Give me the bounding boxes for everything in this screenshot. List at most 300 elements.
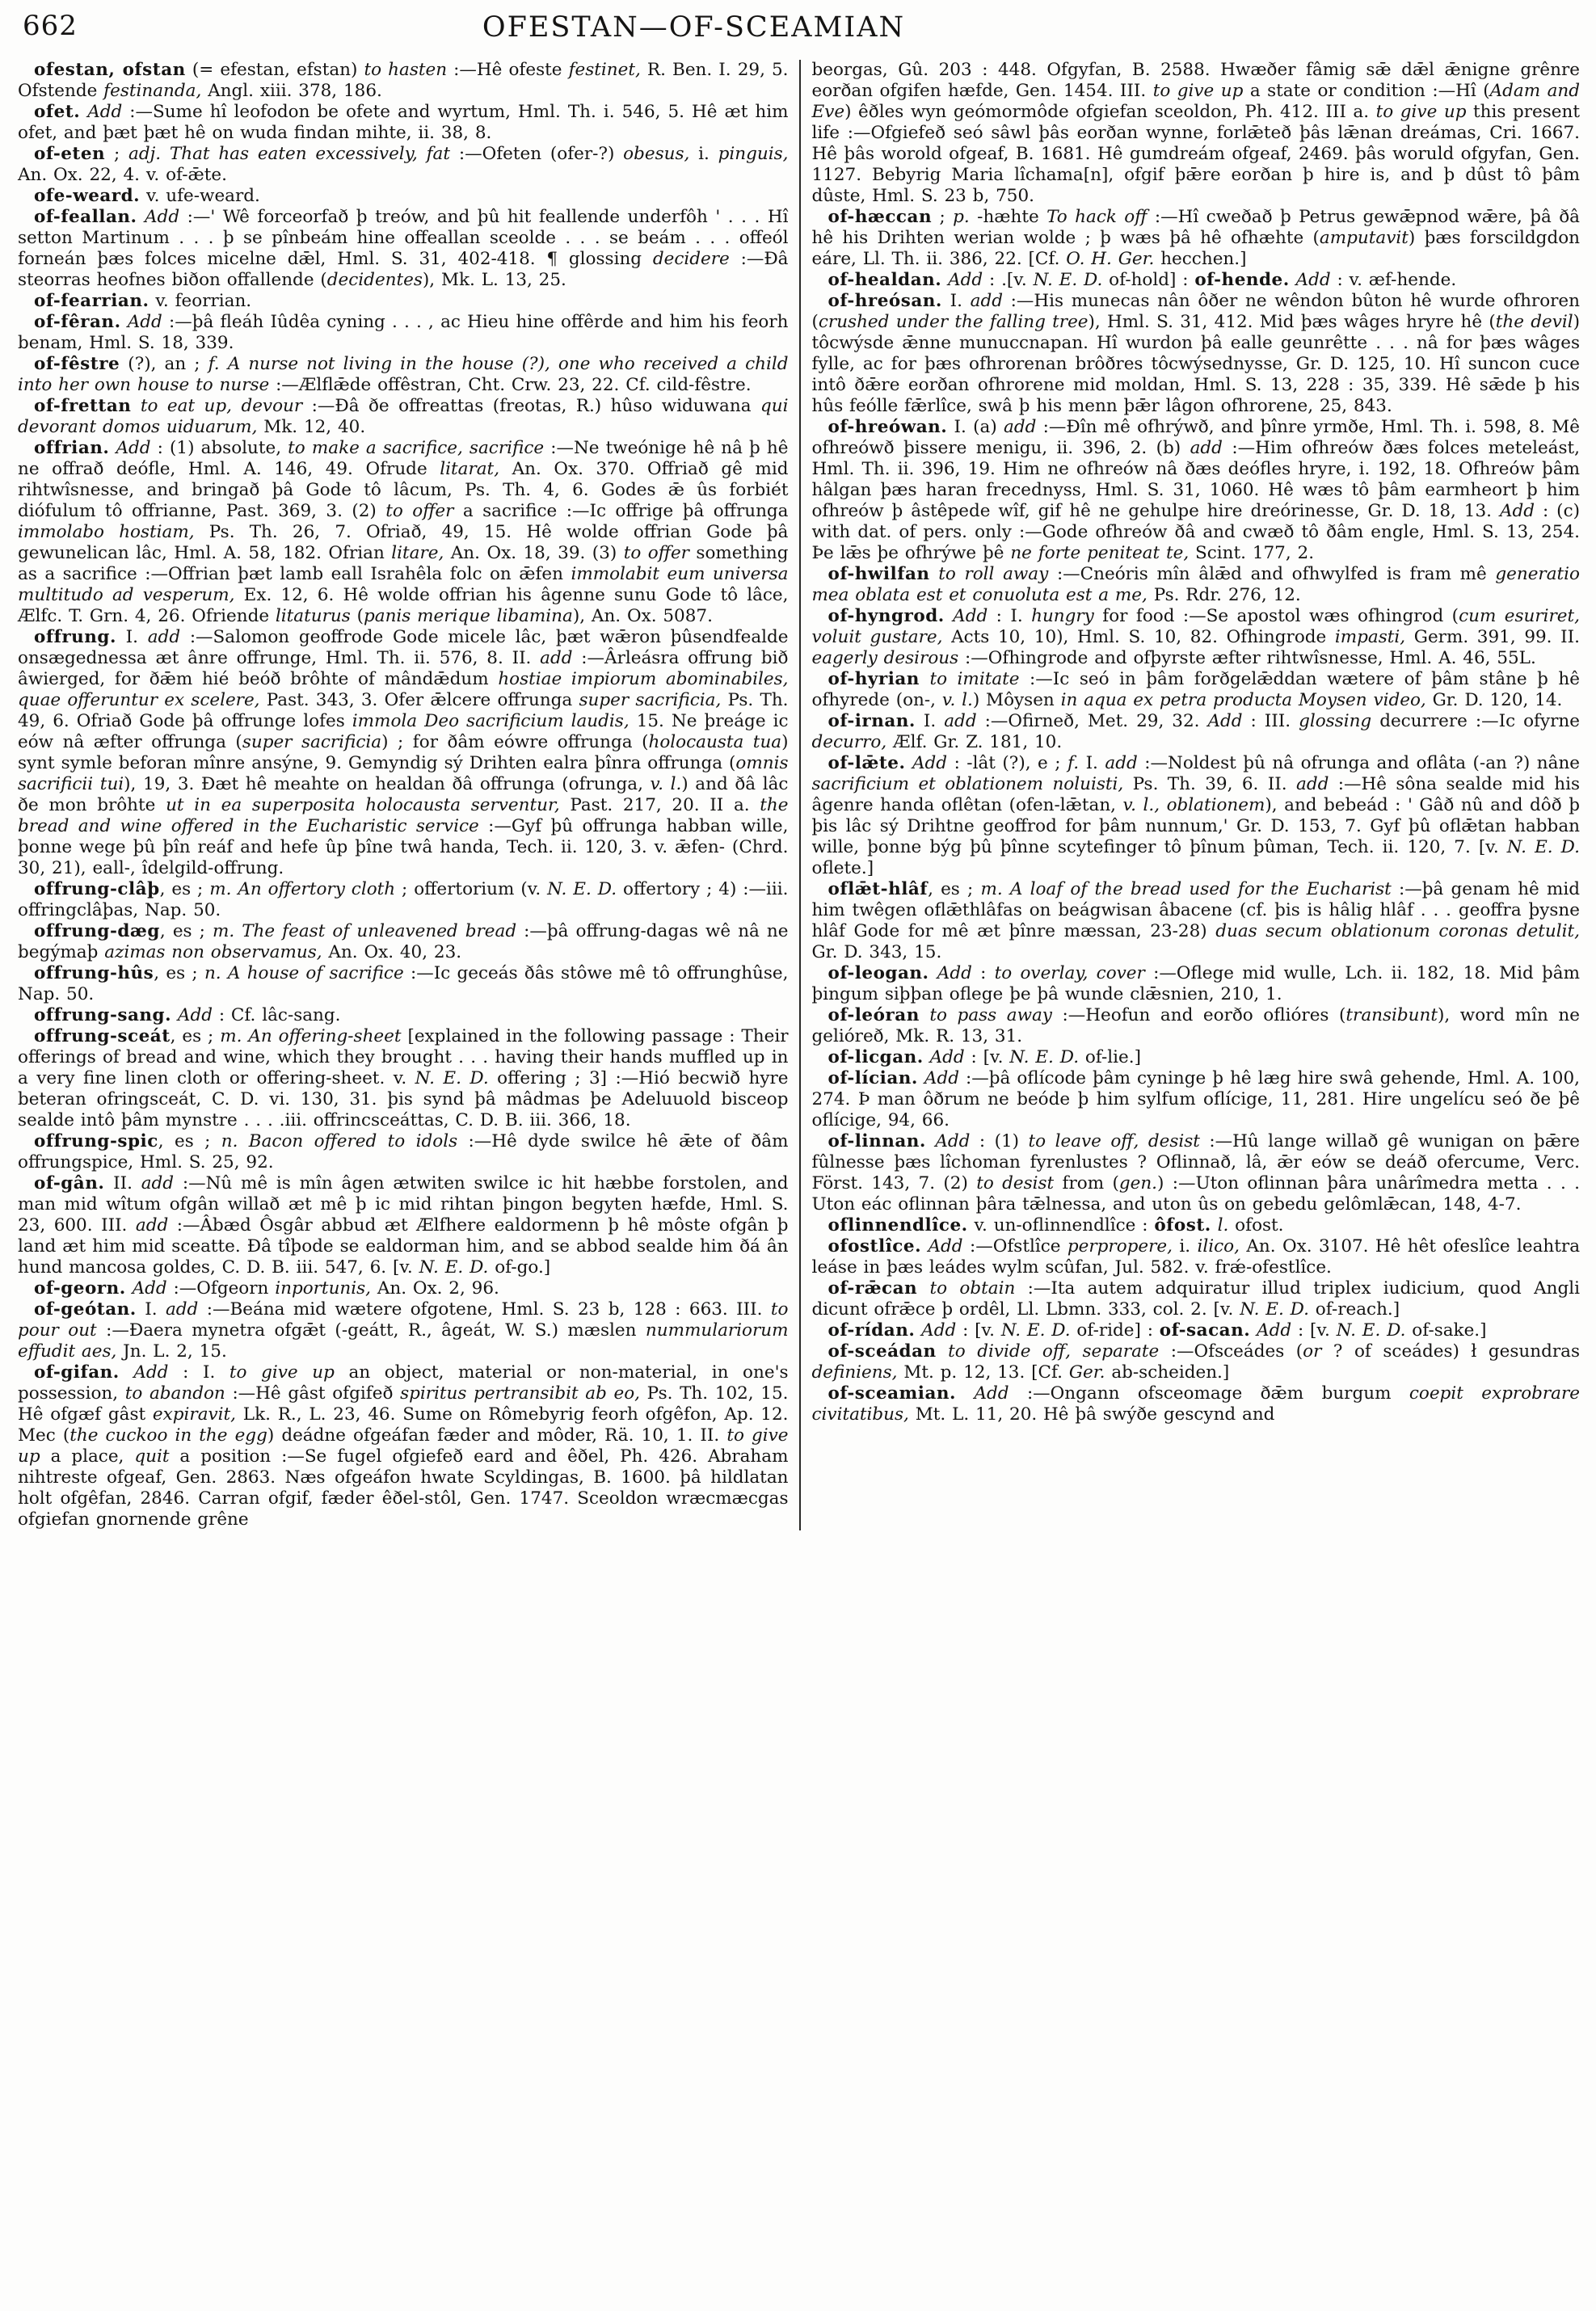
entry-text: -hæhte <box>969 207 1047 227</box>
entry-text: Past. 217, 20. II a. <box>559 795 760 815</box>
entry-text: :—Ita autem adquiratur illud triplex iudicium, quod Angli dicunt ofrǣce þ ordêl, Ll. Lbmn. 333, col. 2. [v. <box>811 1278 1580 1320</box>
entry-italic-text: decurro, <box>811 732 887 752</box>
page-number: 662 <box>23 10 78 42</box>
entry-text <box>926 1131 935 1151</box>
dictionary-entry <box>18 1278 789 1299</box>
entry-text: :—þâ genam hê mid him twêgen oflǣthlâfas on beágwisan âbacene (cf. þis is hâlig hlâf . . . geoffra þysne hlâf Gode for mê æt þînre mæssan, 23-28) <box>811 879 1580 941</box>
entry-text: Ælf. Gr. Z. 181, 10. <box>886 732 1063 752</box>
entry-italic-text: obesus, <box>623 144 690 164</box>
entry-text: ) synt symle beforan mînre ansýne, 9. Gemyndig sý Drihten ealra þînra offrunga ( <box>18 732 789 773</box>
entry-italic-text: m. An offertory cloth <box>209 879 396 899</box>
entry-text: ), word mîn ne gelióreð, Mk. R. 13, 31. <box>811 1005 1580 1046</box>
entry-italic-text: inportunis, <box>275 1278 372 1299</box>
entry-italic-text: add <box>135 1215 169 1235</box>
entry-headword: of-healdan. <box>827 270 942 290</box>
dictionary-entry <box>812 1047 1581 1068</box>
entry-italic-text: immolabo hostiam, <box>18 522 195 542</box>
entry-text: , es ; <box>154 963 204 983</box>
entry-text: , es ; <box>159 879 210 899</box>
entry-headword: of-hyngrod. <box>827 606 945 626</box>
running-title: OFESTAN—OF-SCEAMIAN <box>482 11 906 44</box>
entry-headword: of-hende. <box>1194 270 1290 290</box>
dictionary-entry <box>18 1299 789 1362</box>
entry-headword: of-georn. <box>34 1278 126 1299</box>
entry-italic-text: expiravit, <box>152 1404 237 1425</box>
entry-italic-text: Add <box>133 1362 169 1383</box>
entry-text: , es ; <box>170 1026 221 1046</box>
entry-italic-text: n. A house of sacrifice <box>204 963 404 983</box>
entry-text: ), An. Ox. 5087. <box>572 606 713 626</box>
entry-italic-text: N. E. D. <box>547 879 617 899</box>
dictionary-entry <box>18 963 789 1005</box>
entry-italic-text: add <box>1105 753 1138 773</box>
entry-italic-text: omnis sacrificii tui <box>18 753 789 794</box>
entry-headword: of-irnan. <box>827 711 916 731</box>
entry-headword: of-leóran <box>827 1005 920 1025</box>
entry-text: , es ; <box>928 879 981 899</box>
entry-text: , es ; <box>159 921 213 941</box>
entry-text: Mt. p. 12, 13. [Cf. <box>897 1362 1069 1383</box>
entry-text: from ( <box>1054 1173 1119 1193</box>
entry-text: ab-scheiden.] <box>1105 1362 1230 1383</box>
text-columns <box>18 60 1580 1530</box>
entry-italic-text: to pass away <box>929 1005 1052 1025</box>
entry-headword: of-sacan. <box>1159 1320 1251 1341</box>
entry-headword: of-hæccan <box>827 207 933 227</box>
dictionary-entry <box>18 1362 789 1530</box>
entry-text: Past. 343, 3. Ofer ǣlcere offrunga <box>259 690 579 710</box>
entry-headword: of-gifan. <box>34 1362 120 1383</box>
entry-italic-text: N. E. D. <box>1009 1047 1080 1067</box>
entry-italic-text: glossing <box>1299 711 1372 731</box>
entry-headword: of-feallan. <box>34 207 137 227</box>
entry-italic-text: Add <box>127 312 162 332</box>
entry-text: I. <box>116 627 148 647</box>
entry-italic-text: to pour out <box>18 1299 789 1341</box>
entry-italic-text: Add <box>953 606 988 626</box>
entry-text <box>171 1005 178 1025</box>
entry-italic-text: O. H. Ger. <box>1066 249 1155 269</box>
entry-text <box>917 1278 929 1299</box>
entry-text: :—Gyf þû offrunga habban wille, þonne wege þû þîn reáf and hefe ûp þîne twâ handa, Tech. ii. 120, 3. v. ǣfen- (Chrd. 30, 21), eall-, îdelgild-offrung. <box>18 816 789 878</box>
entry-text: hecchen.] <box>1154 249 1247 269</box>
entry-headword: offrung. <box>34 627 116 647</box>
entry-text: of-reach.] <box>1308 1299 1400 1320</box>
entry-text: An. Ox. 40, 23. <box>322 942 462 962</box>
entry-italic-text: super sacrificia, <box>579 690 722 710</box>
entry-italic-text: ne forte peniteat te, <box>1010 543 1190 563</box>
entry-italic-text: cum esuriret, voluit gustare, <box>811 606 1580 647</box>
entry-text: : (1) <box>970 1131 1029 1151</box>
entry-text: : [v. <box>964 1047 1010 1067</box>
entry-text: : -lât (?), e ; <box>947 753 1068 773</box>
dictionary-entry <box>812 669 1581 711</box>
entry-text: :—Hê gâst ofgifeð <box>225 1383 401 1404</box>
entry-italic-text: festinanda, <box>103 81 202 101</box>
entry-text: :—Ârleásra offrung bið âwierged, for ðǣm hié beóð brôhte of mândǣdum <box>18 648 789 689</box>
entry-text: :—Ongann ofsceomage ðǣm burgum <box>1009 1383 1409 1404</box>
entry-text <box>121 312 128 332</box>
entry-italic-text: N. E. D. <box>1240 1299 1309 1320</box>
entry-headword: offrung-hûs <box>34 963 154 983</box>
dictionary-entry <box>18 1173 789 1278</box>
entry-headword: of-geótan. <box>34 1299 137 1320</box>
entry-text: :—þâ fleáh Iûdêa cyning . . . , ac Hieu hine offêrde and him his feorh benam, Hml. S. 18, 339. <box>18 312 789 353</box>
dictionary-entry <box>812 564 1581 606</box>
entry-text: : v. æf-hende. <box>1330 270 1457 290</box>
entry-italic-text: add <box>141 1173 175 1193</box>
entry-headword: of-hreówan. <box>827 417 948 437</box>
entry-italic-text: or <box>1303 1341 1322 1362</box>
entry-text: v. feorrian. <box>149 291 252 311</box>
entry-headword: of-leogan. <box>827 963 929 983</box>
entry-italic-text: the bread and wine offered in the Eucharistic service <box>18 795 789 836</box>
entry-text <box>929 963 937 983</box>
entry-text: oflete.] <box>811 858 874 878</box>
entry-text: Scint. 177, 2. <box>1189 543 1315 563</box>
entry-text: :—Âbæd Ôsgâr abbud æt Ælfhere ealdormenn þ hê môste ofgân þ land æt him mid sceatte. Ðâ tîþode se ealdorman him, and se abbod sealde him ðá ân hund mancosa goldes, C. D. B. iii. 547, 6. [v. <box>18 1215 789 1278</box>
entry-text: Acts 10, 10), Hml. S. 10, 82. Ofhingrode <box>942 627 1335 647</box>
entry-text: :—Oflege mid wulle, Lch. ii. 182, 18. Mid þâm þingum siþþan oflege þe þâ wunde clǣsnien, 210, 1. <box>811 963 1580 1004</box>
entry-italic-text: gen. <box>1118 1173 1158 1193</box>
entry-text: v. un-oflinnendlîce : <box>967 1215 1155 1235</box>
dictionary-entry <box>18 60 789 102</box>
entry-text: (?), an ; <box>120 354 208 374</box>
entry-text: i. <box>1172 1236 1198 1257</box>
entry-text: 15. Ne þreáge ic eów nâ æfter offrunga ( <box>18 711 789 752</box>
entry-text: :—Ic geceás ðâs stôwe mê tô offrunghûse, Nap. 50. <box>18 963 789 1004</box>
entry-italic-text: m. A loaf of the bread used for the Eucharist <box>980 879 1392 899</box>
entry-text: ), Hml. S. 31, 412. Mid þæs wâges hryre hê ( <box>1088 312 1496 332</box>
entry-italic-text: to offer <box>385 501 454 521</box>
entry-text: : (c) with dat. of pers. only :—Gode ofhreów ðâ and cwæð tô ðâm engle, Hml. S. 13, 254. Þe lǣs þe ofhrýwe þê <box>811 501 1580 563</box>
dictionary-entry <box>812 1068 1581 1131</box>
entry-text: Ps. Rdr. 276, 12. <box>1147 585 1301 605</box>
entry-text: ), and bebeád : ' Gâð nû and dôð þ þis lâc sý Drihtne geoffrod for þâm nunnum,' Gr. D. 153, 7. Gyf þû oflǣtan habban wille, þonne býg þû þînne scytefinger tô þînum þûman, Tech. ii. 120, 7. [v. <box>811 795 1580 857</box>
entry-text <box>937 1341 949 1362</box>
entry-text: : .[v. <box>983 270 1034 290</box>
entry-italic-text: v. l. <box>650 774 682 794</box>
dictionary-entry <box>812 963 1581 1005</box>
dictionary-entry <box>18 396 789 438</box>
column-left <box>18 60 799 1530</box>
entry-text: ? of sceádes) ł gesundras <box>1321 1341 1580 1362</box>
entry-text: :—Beána mid wætere ofgotene, Hml. S. 23 b, 128 : 663. III. <box>198 1299 771 1320</box>
dictionary-entry <box>812 1236 1581 1278</box>
entry-text: :—Ðâ ðe offreattas (freotas, R.) hûso widuwana <box>302 396 760 416</box>
entry-text: :—Ðâ steorras heofnes biðon offallende ( <box>18 249 789 290</box>
dictionary-entry <box>18 879 789 921</box>
entry-headword: of-hyrian <box>827 669 920 689</box>
entry-italic-text: duas secum oblationum coronas detulit, <box>1215 921 1580 941</box>
entry-italic-text: to obtain <box>929 1278 1016 1299</box>
entry-italic-text: n. Bacon offered to idols <box>221 1131 458 1151</box>
entry-headword: oflǣt-hlâf <box>827 879 929 899</box>
entry-text: Germ. 391, 99. II. <box>1405 627 1580 647</box>
entry-italic-text: Add <box>912 753 948 773</box>
entry-text <box>941 270 948 290</box>
entry-headword: ofe-weard. <box>34 186 141 206</box>
entry-italic-text: Add <box>1499 501 1535 521</box>
entry-italic-text: Add <box>177 1005 213 1025</box>
entry-text: :—Hê dyde swilce hê ǣte of ðâm offrungspice, Hml. S. 25, 92. <box>18 1131 789 1172</box>
entry-italic-text: to overlay, cover <box>994 963 1145 983</box>
entry-headword: of-linnan. <box>827 1131 926 1151</box>
entry-text <box>915 1320 921 1341</box>
entry-italic-text: the devil <box>1495 312 1573 332</box>
entry-headword: ofet. <box>34 102 81 122</box>
entry-italic-text: nummulariorum effudit aes, <box>18 1320 789 1362</box>
entry-headword: offrung-dæg <box>34 921 160 941</box>
entry-text: ; offertorium (v. <box>395 879 548 899</box>
entry-italic-text: add <box>970 291 1003 311</box>
entry-text: :—Noldest þû nâ ofrunga and oflâta (-an ?) nâne <box>1137 753 1581 773</box>
entry-text: I. <box>941 291 971 311</box>
entry-italic-text: Add <box>1257 1320 1292 1341</box>
entry-italic-text: add <box>147 627 181 647</box>
entry-text <box>918 1068 924 1088</box>
entry-italic-text: crushed under the falling tree <box>818 312 1089 332</box>
entry-headword: offrung-clâþ <box>34 879 160 899</box>
entry-text: :—Hê sôna sealde mid his âgenre handa oflêtan (ofen-lǣtan, <box>811 774 1580 815</box>
entry-italic-text: Add <box>929 1047 965 1067</box>
entry-text: : <box>971 963 995 983</box>
entry-headword: of-gân. <box>34 1173 105 1193</box>
entry-italic-text: to give up <box>1375 102 1467 122</box>
entry-text: :—Ic seó in þâm forðgelǣddan wætere of þâm stâne þ hê ofhyrede (on-, <box>811 669 1580 710</box>
entry-text: ; <box>105 144 129 164</box>
dictionary-entry <box>812 1131 1581 1215</box>
entry-italic-text: litarat, <box>440 459 500 479</box>
entry-headword: ôfost. <box>1154 1215 1211 1235</box>
entry-text: An. Ox. 3107. Hê hêt ofeslîce leahtra leáse in þæs leádes wylm scûfan, Jul. 582. v. frǽ-ofestlîce. <box>811 1236 1581 1278</box>
entry-text: :—Salomon geoffrode Gode micele lâc, þæt wǣron þûsendfealde onsægednessa æt ânre offrunge, Hml. Th. ii. 576, 8. II. <box>18 627 789 668</box>
entry-italic-text: Add <box>87 102 123 122</box>
entry-text: Jn. L. 2, 15. <box>116 1341 227 1362</box>
entry-italic-text: sacrificium et oblationem noluisti, <box>811 774 1124 794</box>
entry-headword: of-sceamian. <box>827 1383 957 1404</box>
entry-italic-text: add <box>1190 438 1223 458</box>
entry-italic-text: hungry <box>1031 606 1094 626</box>
dictionary-entry <box>18 291 789 312</box>
entry-italic-text: eagerly desirous <box>811 648 959 668</box>
entry-italic-text: Add <box>937 963 972 983</box>
dictionary-entry <box>812 417 1581 564</box>
dictionary-entry <box>812 879 1581 963</box>
entry-italic-text: litare, <box>391 543 444 563</box>
entry-text: v. ufe-weard. <box>140 186 260 206</box>
dictionary-entry <box>18 354 789 396</box>
entry-text: :—Hî cweðað þ Petrus gewǣpnod wǣre, þâ ðâ hê his Drihten werian wolde ; þ wæs þâ hê ofhæhte ( <box>811 207 1580 248</box>
entry-text: Ps. Th. 39, 6. II. <box>1123 774 1296 794</box>
entry-italic-text: To hack off <box>1046 207 1148 227</box>
entry-italic-text: amputavit <box>1319 228 1409 248</box>
entry-italic-text: Ger. <box>1068 1362 1105 1383</box>
entry-italic-text: spiritus pertransibit ab eo, <box>400 1383 641 1404</box>
entry-italic-text: to eat up, devour <box>140 396 303 416</box>
entry-headword: of-lǣte. <box>827 753 906 773</box>
entry-text: I. <box>136 1299 166 1320</box>
entry-text: ) deádne ofgeáfan fæder and môder, Rä. 10, 1. II. <box>267 1425 727 1446</box>
entry-text: Gr. D. 120, 14. <box>1425 690 1563 710</box>
entry-italic-text: impasti, <box>1334 627 1406 647</box>
dictionary-entry <box>18 1131 789 1173</box>
entry-italic-text: to desist <box>976 1173 1055 1193</box>
entry-text <box>137 207 145 227</box>
entry-text: ) ; for ðâm eówre offrunga ( <box>381 732 649 752</box>
entry-italic-text: hostiae impiorum abominabiles, quae offeruntur ex scelere, <box>18 669 789 710</box>
entry-italic-text: transibunt <box>1345 1005 1438 1025</box>
entry-text: :—Ðaera mynetra ofgǣt (-geátt, R., âgeát, W. S.) mæslen <box>96 1320 646 1341</box>
entry-text: :—Him ofhreów ðæs folces meteleást, Hml. Th. ii. 396, 19. Him ne ofhreów nâ ðæs deófles hryre, i. 192, 18. Ofhreów þâm hâlgan þæs haran frecednyss, Hml. S. 31, 1060. Hê wæs tô þâm earmheort þ him ofhreów þ âstêpede wîf, gif hê ne gehulpe hire dreórinesse, Gr. D. 18, 13. <box>811 438 1580 521</box>
entry-italic-text: litaturus <box>275 606 351 626</box>
entry-text: :—Ofhingrode and ofþyrste æfter rihtwîsnesse, Hml. A. 46, 55L. <box>958 648 1536 668</box>
entry-italic-text: ut in ea superposita holocausta serventur, <box>166 795 560 815</box>
entry-text: a sacrifice :—Ic offrige þâ offrunga <box>453 501 789 521</box>
entry-text <box>956 1383 974 1404</box>
entry-italic-text: add <box>1296 774 1329 794</box>
entry-text: ) þæs forscildgdon eáre, Ll. Th. ii. 386, 22. [Cf. <box>811 228 1580 269</box>
column-right <box>799 60 1581 1530</box>
entry-text <box>131 396 140 416</box>
entry-text: An. Ox. 22, 4. v. of-ǣte. <box>18 165 227 185</box>
entry-text: R. Ben. I. 29, 5. Ofstende <box>18 60 789 101</box>
entry-text: Mt. L. 11, 20. Hê þâ swýðe gescynd and <box>908 1404 1275 1425</box>
entry-headword: ofostlîce. <box>827 1236 922 1257</box>
entry-text <box>920 1005 930 1025</box>
entry-text: Ps. Th. 26, 7. Ofriað, 49, 15. Hê wolde offrian Gode þâ gewunelican lâc, Hml. A. 58, 182. Ofrian <box>18 522 789 563</box>
entry-italic-text: l. <box>1217 1215 1229 1235</box>
entry-headword: of-fêran. <box>34 312 121 332</box>
entry-text <box>920 669 930 689</box>
entry-text: : I. <box>168 1362 230 1383</box>
entry-text: Ex. 12, 6. Hê wolde offrian his âgenne sunu Gode tô lâce, Ælfc. T. Grn. 4, 26. Ofriende <box>18 585 789 626</box>
entry-italic-text: Add <box>974 1383 1009 1404</box>
entry-text <box>930 564 939 584</box>
entry-italic-text: to give up <box>1152 81 1244 101</box>
entry-italic-text: to abandon <box>124 1383 225 1404</box>
entry-italic-text: panis merique libamina <box>363 606 573 626</box>
entry-text: a position :—Se fugel ofgiefeð eard and êðel, Ph. 426. Abraham nihtreste ofgeaf, Gen. 2863. Næs ofgeáfon hwate Scyldingas, B. 1600. þâ hildlatan holt ofgêfan, 2846. Carran ofgif, fæder êðel-stôl, Gen. 1747. Sceoldon wræcmæcgas ofgiefan gnornende grêne <box>18 1446 789 1530</box>
entry-text: :—Heofun and eorðo oflióres ( <box>1051 1005 1346 1025</box>
entry-text <box>945 606 953 626</box>
entry-italic-text: N. E. D. <box>1000 1320 1071 1341</box>
entry-text: Lk. R., L. 23, 46. Sume on Rômebyrig feorh ofgêfon, Ap. 12. Mec ( <box>18 1404 789 1446</box>
dictionary-entry <box>812 291 1581 417</box>
entry-text: I. <box>915 711 945 731</box>
entry-italic-text: to imitate <box>929 669 1020 689</box>
entry-italic-text: Add <box>921 1320 957 1341</box>
entry-headword: offrung-spic <box>34 1131 158 1151</box>
entry-text: :—Nû mê is mîn âgen ætwiten swilce ic hit hæbbe forstolen, and man mid wîtum ofgân willað æt mê þ ic mid rihtan þingon begyten hæfde, Hml. S. 23, 600. III. <box>18 1173 789 1235</box>
entry-headword: of-hreósan. <box>827 291 942 311</box>
entry-text: ) Môysen <box>972 690 1061 710</box>
entry-italic-text: Add <box>928 1236 963 1257</box>
dictionary-entry <box>18 1026 789 1131</box>
entry-italic-text: adj. That has eaten excessively, fat <box>128 144 451 164</box>
entry-text: :—Hê ofeste <box>447 60 569 80</box>
entry-text: ) tôcwýsde ǣnne munuccnapan. Hî wurdon þâ ealle geunrêtte . . . nâ for þæs wâges fylle, ac for þæs ofhrorenan brôðres tôcwýsednysse, Gr. D. 125, 10. Hî suncon cuce intô ðǣre eorðan ofhrorene mid moldan, Hml. S. 13, 228 : 35, 339. Hê sǣde þ his hûs feólle fǣrlîce, swâ þ his menn þǣr lâgon ofhrorene, 25, 843. <box>811 312 1581 416</box>
entry-italic-text: add <box>944 711 977 731</box>
entry-text: :—Sume hî leofodon be ofete and wyrtum, Hml. Th. i. 546, 5. Hê æt him ofet, and þæt þæt hê on wuda findan mihte, ii. 38, 8. <box>18 102 789 143</box>
entry-text <box>109 438 116 458</box>
entry-italic-text: to divide off, separate <box>948 1341 1160 1362</box>
entry-italic-text: super sacrificia <box>242 732 382 752</box>
entry-text: Ps. Th. 49, 6. Ofriað Gode þâ offrunge lofes <box>18 690 789 731</box>
entry-headword: of-frettan <box>34 396 132 416</box>
entry-italic-text: Add <box>116 438 151 458</box>
dictionary-entry <box>812 207 1581 270</box>
entry-text <box>1211 1215 1218 1235</box>
entry-italic-text: immola Deo sacrificium laudis, <box>352 711 630 731</box>
entry-italic-text: Adam and Eve <box>811 81 1581 122</box>
entry-headword: of-licgan. <box>827 1047 924 1067</box>
entry-text: An. Ox. 2, 96. <box>371 1278 499 1299</box>
entry-italic-text: qui devorant domos uiduarum, <box>18 396 789 437</box>
entry-text: ) êðles wyn geómormôde ofgiefan sceoldon, Ph. 412. III a. <box>844 102 1376 122</box>
entry-italic-text: v. l., oblationem <box>1122 795 1265 815</box>
entry-text: i. <box>689 144 718 164</box>
entry-text: a place, <box>40 1446 135 1467</box>
entry-italic-text: add <box>540 648 573 668</box>
entry-text: of-ride] : <box>1070 1320 1160 1341</box>
entry-text <box>1250 1320 1257 1341</box>
entry-italic-text: immolabit eum universa multitudo ad vesperum, <box>18 564 789 605</box>
entry-text: Angl. xiii. 378, 186. <box>201 81 382 101</box>
entry-italic-text: ilico, <box>1197 1236 1240 1257</box>
entry-italic-text: coepit exprobrare civitatibus, <box>811 1383 1580 1425</box>
entry-text: , es ; <box>158 1131 221 1151</box>
entry-text: an object, material or non-material, in one's possession, <box>18 1362 789 1404</box>
entry-text: :—' Wê forceorfað þ treów, and þû hit feallende underfôh ' . . . Hî setton Martinum . . . þ se pînbeám hine offeallan sceolde . . . se beám . . . offeól forneán þæs folces micelne dǣl, Hml. S. 31, 402-418. ¶ glossing <box>18 207 789 269</box>
dictionary-entry <box>812 711 1581 753</box>
entry-text: An. Ox. 18, 39. (3) <box>444 543 624 563</box>
entry-italic-text: generatio mea oblata est et conuoluta est a me, <box>811 564 1580 605</box>
entry-headword: ofestan, ofstan <box>34 60 186 80</box>
entry-text: (= efestan, efstan) <box>185 60 364 80</box>
entry-text: something as a sacrifice :—Offrian þæt lamb eall Israhêla folc on ǣfen <box>18 543 789 584</box>
entry-text <box>120 1362 134 1383</box>
entry-text: :—Ðîn mê ofhrýwð, and þînre yrmðe, Hml. Th. i. 598, 8. Mê ofhreówð þissere menigu, ii. 396, 2. (b) <box>811 417 1580 458</box>
entry-text: ( <box>350 606 364 626</box>
entry-italic-text: Add <box>1295 270 1331 290</box>
entry-italic-text: perpropere, <box>1067 1236 1173 1257</box>
entry-text: :—Ne tweónige hê nâ þ hê ne offrað deófle, Hml. A. 146, 49. Ofrude <box>18 438 789 479</box>
entry-text: :—þâ oflícode þâm cyninge þ hê læg hire swâ gehende, Hml. A. 100, 274. Þ man ôðrum ne beóde þ him sylfum oflícige, 11, 281. Hire ungelícu seó ðe þê oflícige, 94, 66. <box>811 1068 1580 1130</box>
dictionary-entry-continuation <box>812 60 1581 207</box>
entry-text: :—Ofgeorn <box>166 1278 276 1299</box>
entry-text <box>905 753 912 773</box>
entry-italic-text: Add <box>935 1131 971 1151</box>
dictionary-entry <box>812 606 1581 669</box>
entry-italic-text: to leave off, desist <box>1028 1131 1200 1151</box>
dictionary-entry <box>18 312 789 354</box>
entry-text: [explained in the following passage : Their offerings of bread and wine, which they brought . . . having their hands muffled up in a very fine linen cloth or offering-sheet. v. <box>18 1026 789 1088</box>
entry-text <box>80 102 87 122</box>
entry-italic-text: m. The feast of unleavened bread <box>212 921 517 941</box>
entry-text: : [v. <box>956 1320 1001 1341</box>
entry-text: ), 19, 3. Ðæt hê meahte on healdan ðâ offrunga (ofrunga, <box>124 774 651 794</box>
entry-italic-text: N. E. D. <box>415 1068 489 1088</box>
entry-headword: offrung-sceát <box>34 1026 171 1046</box>
entry-text: II. <box>104 1173 141 1193</box>
entry-text: beorgas, Gû. 203 : 448. Ofgyfan, B. 2588. Hwæðer fâmig sǣ dǣl ǣnigne grênre eorðan ofgifen hæfde, Gen. 1454. III. <box>811 60 1580 101</box>
dictionary-entry <box>18 1005 789 1026</box>
entry-italic-text: quit <box>134 1446 170 1467</box>
entry-text: :—Ofeten (ofer-?) <box>450 144 624 164</box>
entry-headword: of-fêstre <box>34 354 120 374</box>
entry-italic-text: in aqua ex petra producta Moysen video, <box>1060 690 1426 710</box>
